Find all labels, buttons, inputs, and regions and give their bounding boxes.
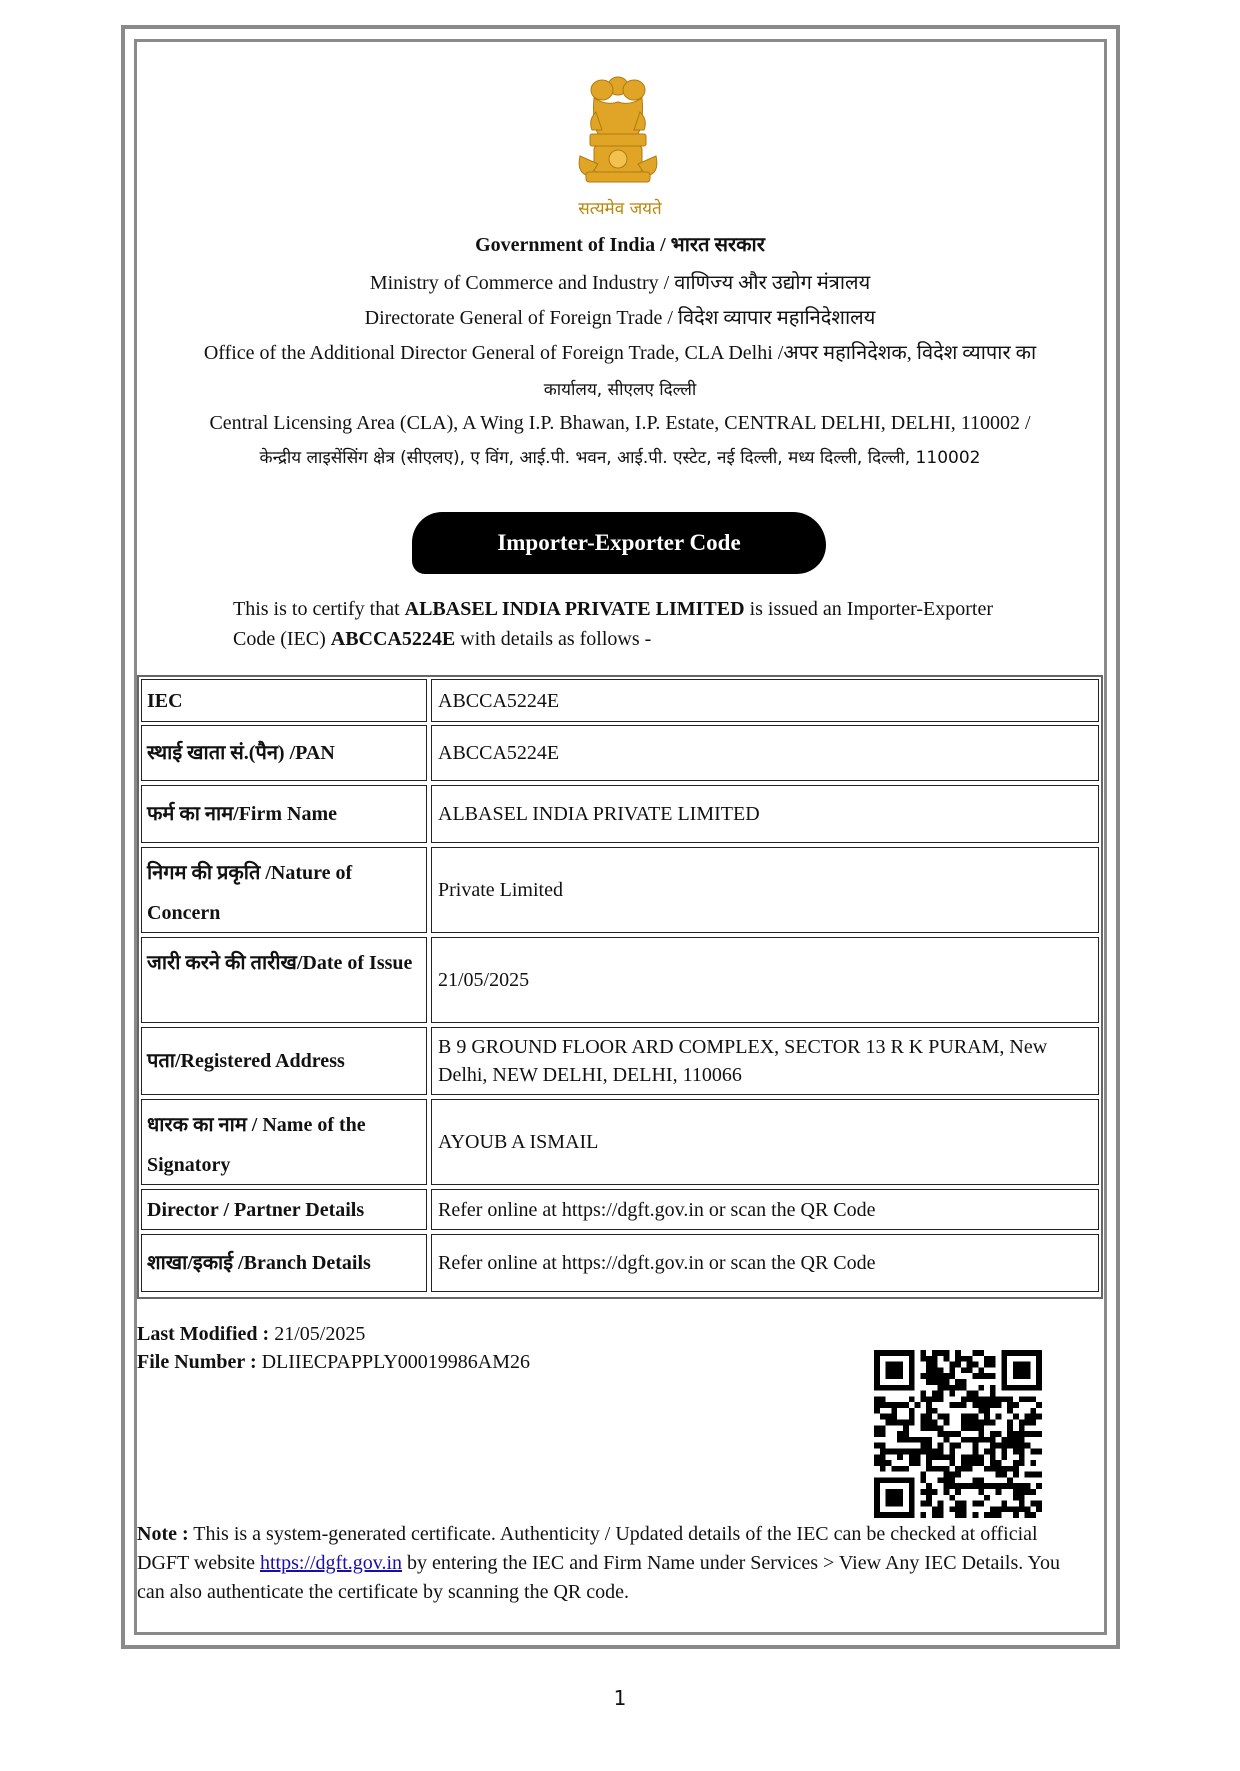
- directorate-line: Directorate General of Foreign Trade / विदेश व्यापार महानिदेशालय: [364, 307, 876, 329]
- table-value-date-of-issue: 21/05/2025: [431, 937, 1099, 1023]
- certify-text: is issued an Importer-Exporter Code (IEC): [233, 598, 993, 650]
- certify-iec: ABCCA5224E: [330, 628, 456, 650]
- table-value-registered-address: B 9 GROUND FLOOR ARD COMPLEX, SECTOR 13 R K PURAM, New Delhi, NEW DELHI, DELHI, 110066: [431, 1027, 1099, 1095]
- dgft-website-link[interactable]: https://dgft.gov.in: [259, 1552, 403, 1574]
- ministry-line: Ministry of Commerce and Industry / वाणिज्य और उद्योग मंत्रालय: [369, 272, 871, 294]
- note-text: by entering the IEC and Firm Name under Services > View Any IEC Details. You can also authenticate the certificate by scanning the QR code.: [137, 1552, 1060, 1603]
- emblem-motto: सत्यमेव जयते: [578, 199, 662, 219]
- note-text: This is a system-generated certificate. Authenticity / Updated details of the IEC can be checked at official DGFT website: [137, 1523, 1038, 1574]
- table-label-branch-details: शाखा/इकाई /Branch Details: [141, 1234, 427, 1292]
- office-line-1: Office of the Additional Director General of Foreign Trade, CLA Delhi /अपर महानिदेशक, विदेश व्यापार का: [203, 342, 1037, 364]
- certify-text: This is to certify that: [233, 598, 405, 620]
- last-modified-label: Last Modified :: [137, 1323, 270, 1345]
- office-line-2: कार्यालय, सीएलए दिल्ली: [543, 380, 697, 400]
- note-paragraph: [137, 1520, 1077, 1607]
- certificate-title: Importer-Exporter Code: [412, 512, 826, 574]
- table-label-date-of-issue: जारी करने की तारीख/Date of Issue: [141, 937, 427, 1023]
- table-value-director-details: Refer online at https://dgft.gov.in or scan the QR Code: [431, 1189, 1099, 1230]
- national-emblem-icon: [572, 72, 664, 190]
- qr-code-icon[interactable]: [874, 1350, 1042, 1518]
- certify-text: with details as follows -: [455, 628, 652, 650]
- government-heading: Government of India / भारत सरकार: [475, 234, 765, 256]
- last-modified-value: 21/05/2025: [269, 1323, 366, 1345]
- table-label-pan: स्थाई खाता सं.(पैन) /PAN: [141, 725, 427, 781]
- table-label-firm-name: फर्म का नाम/Firm Name: [141, 785, 427, 843]
- file-number-label: File Number :: [137, 1351, 257, 1373]
- table-value-pan: ABCCA5224E: [431, 725, 1099, 781]
- note-label: Note :: [137, 1523, 189, 1545]
- certification-statement: [233, 594, 1013, 654]
- file-number: [137, 1348, 530, 1376]
- certify-firm-name: ALBASEL INDIA PRIVATE LIMITED: [404, 598, 745, 620]
- address-line-1: Central Licensing Area (CLA), A Wing I.P. Bhawan, I.P. Estate, CENTRAL DELHI, DELHI, 110002 /: [209, 412, 1031, 434]
- table-label-nature-of-concern: निगम की प्रकृति /Nature of Concern: [141, 847, 427, 933]
- address-line-2: केन्द्रीय लाइसेंसिंग क्षेत्र (सीएलए), ए विंग, आई.पी. भवन, आई.पी. एस्टेट, नई दिल्ली, मध्य दिल्ली, दिल्ली, 110002: [259, 448, 981, 468]
- table-value-iec: ABCCA5224E: [431, 679, 1099, 722]
- file-number-value: DLIIECPAPPLY00019986AM26: [256, 1351, 531, 1373]
- table-label-director-details: Director / Partner Details: [141, 1189, 427, 1230]
- table-label-signatory: धारक का नाम / Name of the Signatory: [141, 1099, 427, 1185]
- page-number: 1: [613, 1686, 627, 1710]
- last-modified: [137, 1320, 365, 1348]
- table-label-iec: IEC: [141, 679, 427, 722]
- table-value-firm-name: ALBASEL INDIA PRIVATE LIMITED: [431, 785, 1099, 843]
- table-value-nature-of-concern: Private Limited: [431, 847, 1099, 933]
- table-value-signatory: AYOUB A ISMAIL: [431, 1099, 1099, 1185]
- table-value-branch-details: Refer online at https://dgft.gov.in or scan the QR Code: [431, 1234, 1099, 1292]
- table-label-registered-address: पता/Registered Address: [141, 1027, 427, 1095]
